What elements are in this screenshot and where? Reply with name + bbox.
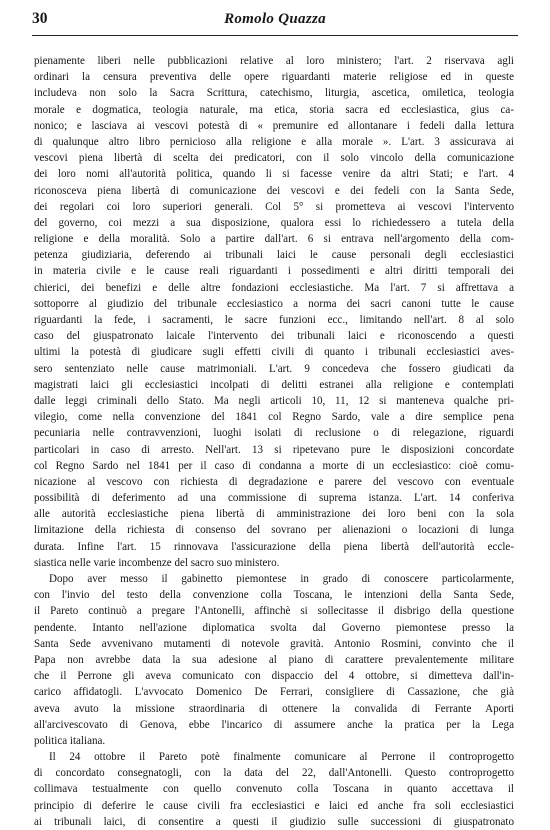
text-line: collimava testualmente con quello convenuto colla Toscana in quanto accettava il bbox=[34, 783, 514, 796]
text-line: vilegio, come nella convenzione del 1841 col Regno Sardo, vale a dire semplice pena bbox=[34, 411, 514, 424]
page-header bbox=[32, 10, 518, 34]
text-line: principio di deferire le cause civili fra ecclesiastici e laici ed anche fra soli ecclesiastici bbox=[34, 799, 514, 812]
text-line: pecuniaria nelle contravvenzioni, luoghi isolati di reclusione o di relegazione, riguardi bbox=[34, 427, 514, 440]
text-line: particolari in caso di arresto. Nell'art. 13 si ripetevano pure le disposizioni concordate bbox=[34, 443, 514, 456]
text-line: magistrati laici gli ecclesiastici incolpati di delitti estranei alla religione e contemplati bbox=[34, 378, 514, 391]
text-line: religione e della moralità. Solo a partire dall'art. 6 si entrava nell'argomento della com- bbox=[34, 233, 514, 246]
paragraph bbox=[34, 571, 514, 749]
text-line: caso del giuspatronato laicale l'intervento dei tribunali laici e riconoscendo a questi bbox=[34, 330, 514, 343]
text-line: dei regolari coi loro superiori generali. Col 5° si prometteva ai vescovi l'intervento bbox=[34, 200, 514, 213]
text-line: durata. Infine l'art. 15 rinnovava l'assicurazione della piena libertà dell'autorità eccle- bbox=[34, 540, 514, 553]
text-line: che il Perrone gli aveva comunicato con dispaccio del 4 ottobre, si dimetteva dall'in- bbox=[34, 670, 514, 683]
page-number: 30 bbox=[32, 10, 48, 27]
text-line: alle autorità ecclesiastiche piena libertà di amministrazione dei loro beni con la sola bbox=[34, 508, 514, 521]
header-rule bbox=[32, 35, 518, 36]
text-line: Il 24 ottobre il Pareto potè finalmente comunicare al Perrone il controprogetto bbox=[49, 751, 514, 764]
text-line: siastica nelle varie incombenze del sacro suo ministero. bbox=[34, 556, 280, 569]
text-line: aveva avuto la missione straordinaria di ottenere la convalida di Ferrante Aporti bbox=[34, 702, 514, 715]
text-line: Papa non avrebbe data la sua adesione al piano di carattere prevalentemente militare bbox=[34, 653, 514, 666]
text-line: in materia civile e le cause reali riguardanti i possedimenti e altri diritti temporali dei bbox=[34, 265, 514, 278]
text-line: sottoporre al giudizio del tribunale ecclesiastico a norma dei sacri canoni tutte le cause bbox=[34, 297, 514, 310]
text-line: all'arcivescovato di Genova, ebbe l'incarico di assumere anche la pratica per la Lega bbox=[34, 718, 514, 731]
paragraph bbox=[34, 749, 514, 830]
text-line: con l'invio del testo della convenzione colla Toscana, le intenzioni della Santa Sede, bbox=[34, 589, 514, 602]
text-line: politica italiana. bbox=[34, 734, 106, 747]
text-line: dei loro nomi all'autorità politica, quando li si facesse venire da altri Stati; e l'art. 4 bbox=[34, 168, 514, 181]
text-line: limitazione della richiesta di consenso del sovrano per alienazioni o locazioni di lunga bbox=[34, 524, 514, 537]
text-line: ordinari la censura preventiva delle opere riguardanti materie religiose ed in queste bbox=[34, 71, 514, 84]
text-line: Dopo aver messo il gabinetto piemontese in grado di conoscere particolarmente, bbox=[49, 573, 514, 585]
text-line: ultimi la potestà di giudicare sugli effetti civili di quanto i tribunali ecclesiastici aves- bbox=[34, 346, 514, 359]
text-line: possibilità di deferimento ad una commissione di suprema istanza. L'art. 14 conferiva bbox=[34, 492, 514, 505]
text-line: chierici, dei benefizi e delle altre fondazioni ecclesiastiche. Ma l'art. 7 si affrettava a bbox=[34, 281, 514, 294]
running-head: Romolo Quazza bbox=[224, 11, 326, 27]
paragraph bbox=[34, 53, 514, 571]
text-line: morale e dogmatica, teologia naturale, ma etica, storia sacra ed ecclesiastica, gius ca- bbox=[34, 103, 514, 116]
text-line: del governo, coi mezzi a sua disposizione, qualora essi lo richiedessero a tutela della bbox=[34, 216, 514, 229]
text-line: dalle leggi criminali dello Stato. Ma negli articoli 10, 11, 12 si manteneva qualche pri- bbox=[34, 394, 514, 407]
text-line: pendente. Intanto nell'azione diplomatica svolta dal Governo piemontese presso la bbox=[34, 621, 514, 634]
text-line: includeva non solo la Sacra Scrittura, catechismo, liturgia, ascetica, omiletica, teologia bbox=[34, 87, 514, 100]
text-line: carico affidatogli. L'avvocato Domenico De Ferrari, consigliere di Cassazione, che già bbox=[34, 686, 514, 699]
text-line: di qualunque altro libro pernicioso alla religione e alla morale ». L'art. 3 assicurava ai bbox=[34, 135, 514, 148]
text-line: vescovi piena libertà di scelta dei predicatori, con il solo vincolo della comunicazione bbox=[34, 152, 514, 165]
text-line: riconosceva piena libertà di comunicazione dei vescovi e dei fedeli con la Santa Sede, bbox=[34, 184, 514, 197]
text-line: col Regno Sardo nel 1841 per il caso di condanna a morte di un ecclesiastico: cioè comu- bbox=[34, 459, 514, 472]
text-line: petenza giudiziaria, deferendo ai tribunali laici le cause personali degli ecclesiastici bbox=[34, 249, 514, 262]
text-line: riguardanti la fede, i sacramenti, le sacre funzioni ecc., limitando nell'art. 8 al solo bbox=[34, 314, 514, 326]
text-line: nonico; e lasciava ai vescovi potestà di « premunire ed allontanare i fedeli dalla lettura bbox=[34, 119, 514, 132]
text-line: Santa Sede avvenivano mutamenti di notevole gravità. Antonio Rosmini, convinto che il bbox=[34, 637, 514, 650]
body-text bbox=[34, 53, 514, 830]
text-line: il Pareto continuò a pregare l'Antonelli, affinchè si sollecitasse il disbrigo della questione bbox=[34, 605, 514, 618]
text-line: ai tribunali laici, di consentire a questi il giudizio sulle successioni di giuspatronato bbox=[34, 815, 514, 828]
text-line: nicazione al vescovo con richiesta di degradazione e parere del vescovo con eventuale bbox=[34, 475, 514, 488]
text-line: pienamente liberi nelle pubblicazioni relative al loro ministero; l'art. 2 riservava agli bbox=[34, 55, 514, 67]
text-line: di concordato consegnatogli, con la data del 22, dall'Antonelli. Questo controprogetto bbox=[34, 767, 514, 780]
text-line: sero sentenziato nelle cause matrimoniali. L'art. 9 concedeva che fossero giudicati da bbox=[34, 362, 514, 375]
